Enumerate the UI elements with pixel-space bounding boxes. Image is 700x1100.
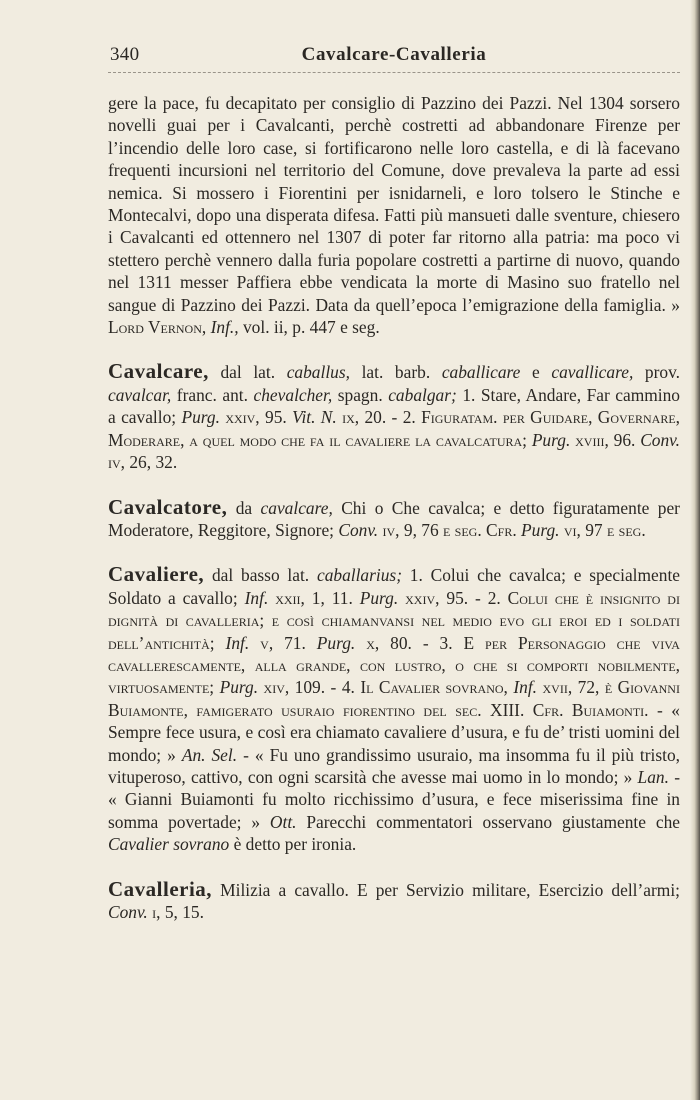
running-title: Cavalcare-Cavalleria bbox=[301, 44, 487, 65]
entry-cavalleria: Cavalleria, Milizia a cavallo. E per Servizio militare, Esercizio dell’armi; Conv. i, 5, 15. bbox=[108, 876, 680, 922]
continuation-paragraph: gere la pace, fu decapitato per consiglio di Pazzino dei Pazzi. Nel 1304 sorsero novelli guai per i Cavalcanti, perchè costretti ad abbandonare Firenze per l’incendio delle loro case, si fortificarono nelle loro castella, e di là facevano frequenti incursioni nel territorio del Comune, dove prevaleva la parte ad essi nemica. Si mossero i Fiorentini per isnidarneli, e loro tolsero le Stinche e Montecalvi, dopo una disperata difesa. Fatti più mansueti dalle sventure, chiesero i Cavalcanti ed ottennero nel 1307 di poter far ritorno alla patria: ma poco vi stettero perchè vennero dalla furia popolare costretti a partirne di nuovo, quando nel 1311 messer Paffiera ebbe vendicata la morte di Masino suo fratello nel sangue di Pazzino dei Pazzi. Data da quell’epoca l’emigrazione della famiglia. » Lord Vernon, Inf., vol. ii, p. 447 e seg. bbox=[108, 93, 680, 338]
headword: Cavalcare, bbox=[108, 359, 209, 384]
headword: Cavalleria, bbox=[108, 876, 213, 901]
page-header bbox=[108, 44, 680, 73]
entry-cavaliere: Cavaliere, dal basso lat. caballarius; 1. Colui che cavalca; e specialmente Soldato a cavallo; Inf. xxii, 1, 11. Purg. xxiv, 95. - 2. Colui che è insignito di dignità di cavalleria; e così chiamanvansi nel medio evo gli eroi ed i soldati dell’antichità; Inf. v, 71. Purg. x, 80. - 3. E per Personaggio che viva cavallerescamente, alla grande, con lustro, o che si comporti nobilmente, virtuosamente; Purg. xiv, 109. - 4. Il Cavalier sovrano, Inf. xvii, 72, è Giovanni Buiamonte, famigerato usuraio fiorentino del sec. XIII. Cfr. Buiamonti. - « Sempre fece usura, e così era chiamato cavaliere d’usura, e fu de’ tristi uomini del mondo; » An. Sel. - « Fu uno grandissimo usuraio, ma insomma fu il più tristo, vituperoso, cattivo, con ogni scarsità che avesse mai uomo in lo mondo; » Lan. - « Gianni Buiamonti fu molto ricchissimo d’usura, e fece miserissima fine in somma povertade; » Ott. Parecchi commentatori osservano giustamente che Cavalier sovrano è detto per ironia. bbox=[108, 562, 680, 855]
page-edge-shadow bbox=[690, 0, 700, 1100]
entry-cavalcatore: Cavalcatore, da cavalcare, Chi o Che cavalca; e detto figuratamente per Moderatore, Reggitore, Signore; Conv. iv, 9, 76 e seg. Cfr. Purg. vi, 97 e seg. bbox=[108, 494, 680, 540]
entry-cavalcare: Cavalcare, dal lat. caballus, lat. barb. caballicare e cavallicare, prov. cavalcar, franc. ant. chevalcher, spagn. cabalgar; 1. Stare, Andare, Far cammino a cavallo; Purg. xxiv, 95. Vit. N. ix, 20. - 2. Figuratam. per Guidare, Governare, Moderare, a quel modo che fa il cavaliere la cavalcatura; Purg. xviii, 96. Conv. iv, 26, 32. bbox=[108, 359, 681, 473]
dictionary-text bbox=[108, 92, 680, 923]
headword: Cavaliere, bbox=[108, 562, 205, 587]
page-number: 340 bbox=[110, 44, 140, 65]
headword: Cavalcatore, bbox=[108, 494, 228, 519]
author-name: Lord Vernon bbox=[108, 317, 202, 338]
